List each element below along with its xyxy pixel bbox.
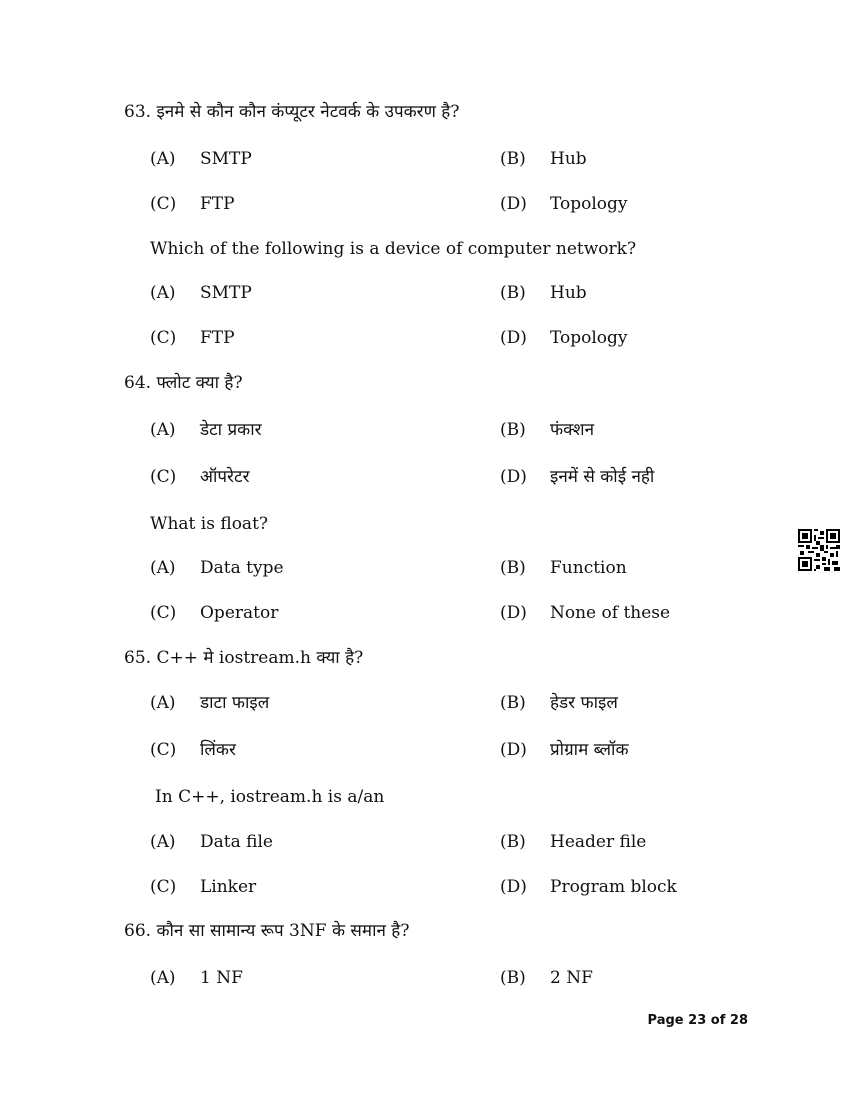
option-text: 1 NF [200, 968, 243, 988]
option-text: डेटा प्रकार [200, 420, 262, 440]
option-text: Data type [200, 558, 284, 578]
option-text: प्रोग्राम ब्लॉक [550, 740, 629, 760]
option-text: Hub [550, 283, 587, 303]
question-text-hindi: फ्लोट क्या है? [156, 373, 243, 393]
question-number: 63. [124, 102, 152, 122]
page-number-footer [648, 1013, 748, 1028]
question-63-english: Which of the following is a device of computer network? [150, 239, 637, 259]
option-label: (C) [150, 740, 177, 760]
question-64-hindi [124, 372, 243, 394]
option-text: हेडर फाइल [550, 693, 618, 713]
option-text: Function [550, 558, 627, 578]
question-text-hindi: इनमे से कौन कौन कंप्यूटर नेटवर्क के उपकरण है? [156, 102, 460, 122]
option-text: Header file [550, 832, 647, 852]
option-label: (D) [500, 740, 527, 760]
option-label: (C) [150, 877, 177, 897]
option-text: 2 NF [550, 968, 593, 988]
option-text: Topology [550, 194, 628, 214]
option-label: (A) [150, 693, 176, 713]
of-label: of [710, 1013, 726, 1028]
option-label: (A) [150, 558, 176, 578]
option-text: None of these [550, 603, 671, 623]
option-label: (B) [500, 693, 526, 713]
option-text: Operator [200, 603, 279, 623]
option-label: (A) [150, 283, 176, 303]
option-text: Hub [550, 149, 587, 169]
option-text: Topology [550, 328, 628, 348]
option-text: Data file [200, 832, 273, 852]
option-label: (C) [150, 328, 177, 348]
option-label: (B) [500, 420, 526, 440]
question-63-hindi [124, 101, 459, 123]
current-page: 23 [688, 1013, 707, 1028]
option-text: SMTP [200, 149, 252, 169]
option-text: फंक्शन [550, 420, 595, 440]
option-label: (D) [500, 194, 527, 214]
option-label: (A) [150, 149, 176, 169]
option-label: (B) [500, 149, 526, 169]
option-label: (C) [150, 467, 177, 487]
page-label: Page [647, 1013, 684, 1028]
question-66-hindi [124, 920, 409, 942]
question-number: 64. [124, 373, 152, 393]
option-text: SMTP [200, 283, 252, 303]
question-number: 66. [124, 921, 152, 941]
option-label: (D) [500, 877, 527, 897]
option-label: (B) [500, 832, 526, 852]
option-text: Program block [550, 877, 677, 897]
option-label: (A) [150, 968, 176, 988]
option-text: FTP [200, 328, 235, 348]
question-65-hindi [124, 647, 363, 669]
question-text-hindi: कौन सा सामान्य रूप 3NF के समान है? [156, 921, 410, 941]
option-text: Linker [200, 877, 257, 897]
option-label: (C) [150, 194, 177, 214]
option-text: ऑपरेटर [200, 467, 250, 487]
question-64-english: What is float? [150, 514, 269, 534]
option-label: (A) [150, 832, 176, 852]
option-label: (B) [500, 968, 526, 988]
option-label: (D) [500, 467, 527, 487]
option-text: डाटा फाइल [200, 693, 270, 713]
question-number: 65. [124, 648, 152, 668]
option-text: इनमें से कोई नही [550, 467, 655, 487]
question-65-english: In C++, iostream.h is a/an [155, 787, 385, 807]
total-pages: 28 [729, 1013, 748, 1028]
option-text: लिंकर [200, 740, 236, 760]
question-text-hindi: C++ मे iostream.h क्या है? [156, 648, 364, 668]
option-label: (B) [500, 558, 526, 578]
option-label: (D) [500, 328, 527, 348]
qr-code-icon [798, 529, 840, 571]
option-label: (A) [150, 420, 176, 440]
option-label: (D) [500, 603, 527, 623]
option-label: (B) [500, 283, 526, 303]
option-text: FTP [200, 194, 235, 214]
option-label: (C) [150, 603, 177, 623]
